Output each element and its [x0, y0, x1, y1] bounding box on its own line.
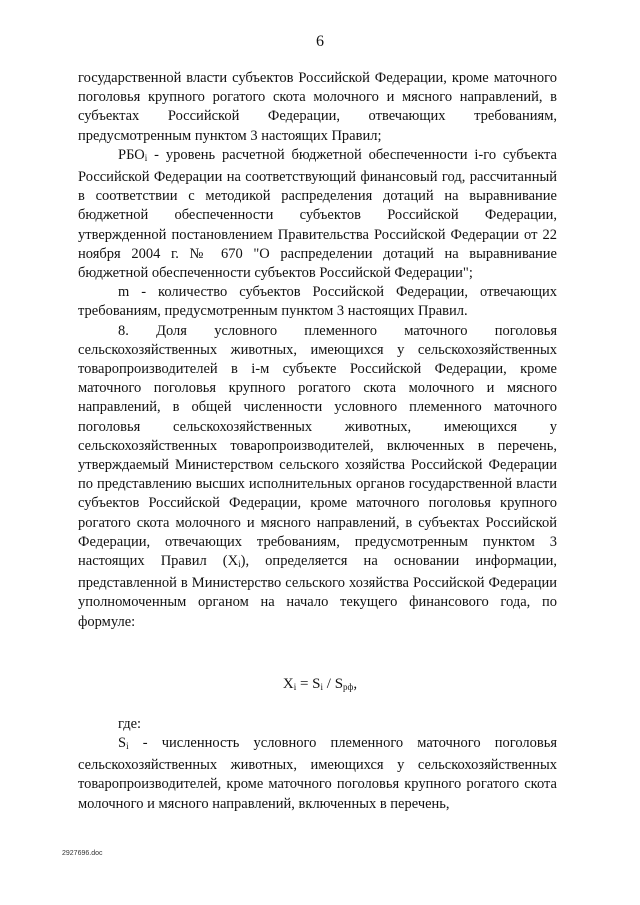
formula-rf-sub: рф	[343, 682, 354, 692]
paragraph-si	[78, 734, 557, 814]
formula-x: X	[282, 676, 294, 692]
formula	[0, 676, 640, 693]
formula-s: = S	[296, 676, 321, 692]
formula-x-sub: i	[293, 682, 297, 692]
paragraph-8-main: 8. Доля условного племенного маточного поголовья сельскохозяйственных животных, имеющихся у сельскохозяйственных товаропроизводителей в i-м субъекте Российской Федерации, кроме маточного поголовья крупного рогатого скота молочного и мясного направлений, в общей численности условного племенного маточного поголовья сельскохозяйственных животных, имеющихся у сельскохозяйственных товаропроизводителей, включенных в перечень, утверждаемый Министерством сельского хозяйства Российской Федерации по представлению высших исполнительных органов государственной власти субъектов Российской Федерации, кроме маточного поголовья крупного рогатого скота молочного и мясного направлений, в субъектах Российской Федерации, отвечающих требованиям, предусмотренным пунктом 3 настоящих Правил (X	[78, 322, 557, 570]
paragraph-rbo	[78, 146, 557, 283]
formula-srf: / S	[323, 676, 344, 692]
where-label: где:	[118, 716, 142, 732]
rbo-subscript: i	[144, 152, 148, 163]
rbo-definition: - уровень расчетной бюджетной обеспеченности i-го субъекта Российской Федерации на соответствующий финансовый год, рассчитанный в соответствии с методикой распределения дотаций на выравнивание бюджетной обеспеченности субъектов Российской Федерации, утвержденной постановлением Правительства Российской Федерации от 22 ноября 2004 г. № 670 "О распределении дотаций на выравнивание бюджетной обеспеченности субъектов Российской Федерации";	[78, 146, 557, 282]
rbo-symbol: РБО	[118, 146, 145, 163]
document-body	[78, 69, 557, 632]
formula-s-sub: i	[320, 682, 324, 692]
si-definition: - численность условного племенного маточного поголовья сельскохозяйственных животных, имеющихся у сельскохозяйственных товаропроизводителей, кроме маточного поголовья крупного рогатого скота молочного и мясного направлений, включенных в перечень,	[78, 735, 557, 812]
paragraph-8-tail: ), определяется на основании информации, представленной в Министерство сельского хозяйства Российской Федерации уполномоченным органом на начало текущего финансового года, по формуле:	[78, 553, 557, 630]
document-body-continued	[78, 734, 557, 814]
si-symbol: S	[118, 735, 127, 751]
si-subscript: i	[126, 741, 129, 751]
paragraph-8	[78, 322, 557, 632]
document-footer: 2927696.doc	[62, 850, 103, 857]
paragraph-1: государственной власти субъектов Российской Федерации, кроме маточного поголовья крупного рогатого скота молочного и мясного направлений, в субъектах Российской Федерации, отвечающих требованиям, предусмотренным пунктом 3 настоящих Правил;	[78, 70, 557, 144]
paragraph-8-subscript: i	[238, 559, 241, 570]
page-number: 6	[316, 33, 324, 50]
paragraph-m: m - количество субъектов Российской Федерации, отвечающих требованиям, предусмотренным пунктом 3 настоящих Правил.	[78, 284, 557, 320]
formula-end: ,	[353, 676, 358, 692]
